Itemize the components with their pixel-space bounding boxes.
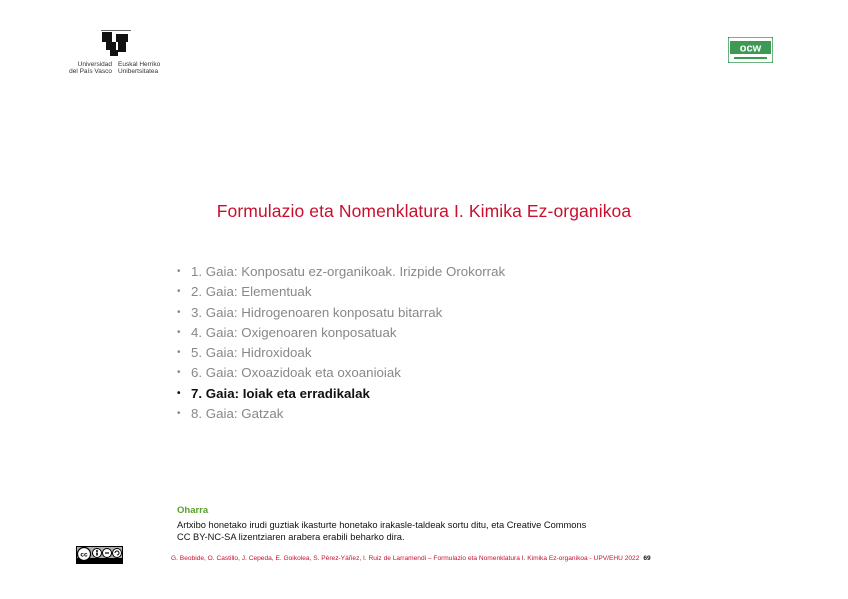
upv-ehu-logo-icon <box>98 30 134 58</box>
logo-text-line: Unibertsitatea <box>118 68 159 75</box>
cc-badge-label: cc <box>80 551 88 559</box>
bullet-icon: • <box>177 408 181 420</box>
note-heading: Oharra <box>177 505 209 516</box>
topic-item[interactable] <box>177 262 505 282</box>
topic-item[interactable] <box>177 323 505 343</box>
topic-item[interactable] <box>177 303 505 323</box>
ocw-logo-icon <box>728 37 773 63</box>
logo-text-line: del País Vasco <box>69 68 112 75</box>
bullet-icon: • <box>177 387 181 399</box>
bullet-icon: • <box>177 367 181 379</box>
topic-item-active[interactable] <box>177 384 505 404</box>
topic-item[interactable] <box>177 343 505 363</box>
note-body <box>177 519 697 543</box>
ocw-logo-label: ocw <box>739 42 762 55</box>
footer-credits-text: G. Beobide, O. Castillo, J. Cepeda, E. Goikolea, S. Pérez-Yáñez, I. Ruiz de Larramendi – Formulazio eta Nomenklatura I. Kimika Ez-organikoa - UPV/EHU 2022 <box>171 555 640 562</box>
topic-label: 6. Gaia: Oxoazidoak eta oxoanioiak <box>191 365 401 381</box>
footer-credits <box>171 555 651 562</box>
cc-by-nc-sa-badge-icon <box>76 546 123 564</box>
topic-label: 3. Gaia: Hidrogenoaren konposatu bitarrak <box>191 304 443 320</box>
note-line: Artxibo honetako irudi guztiak ikasturte honetako irakasle-taldeak sortu ditu, eta Creative Commons <box>177 520 587 530</box>
bullet-icon: • <box>177 347 181 359</box>
page-number: 69 <box>643 555 651 562</box>
topic-label: 2. Gaia: Elementuak <box>191 284 312 300</box>
topic-item[interactable] <box>177 363 505 383</box>
slide-title: Formulazio eta Nomenklatura I. Kimika Ez-organikoa <box>216 201 632 221</box>
logo-text-line: Euskal Herriko <box>118 61 161 68</box>
bullet-icon: • <box>177 326 181 338</box>
topic-list <box>177 262 505 424</box>
topic-label: 7. Gaia: Ioiak eta erradikalak <box>191 385 370 401</box>
topic-item[interactable] <box>177 282 505 302</box>
university-logo <box>62 30 172 78</box>
logo-text-basque <box>118 61 172 75</box>
topic-item[interactable] <box>177 404 505 424</box>
topic-label: 1. Gaia: Konposatu ez-organikoak. Irizpide Orokorrak <box>191 264 506 279</box>
logo-text-spanish <box>62 61 112 75</box>
topic-label: 5. Gaia: Hidroxidoak <box>191 345 312 361</box>
note-line: CC BY-NC-SA lizentziaren arabera erabili beharko dira. <box>177 532 405 542</box>
logo-text-line: Universidad <box>77 61 112 68</box>
bullet-icon: • <box>177 286 181 298</box>
bullet-icon: • <box>177 266 181 277</box>
topic-label: 8. Gaia: Gatzak <box>191 406 284 422</box>
bullet-icon: • <box>177 306 181 318</box>
topic-label: 4. Gaia: Oxigenoaren konposatuak <box>191 324 397 340</box>
